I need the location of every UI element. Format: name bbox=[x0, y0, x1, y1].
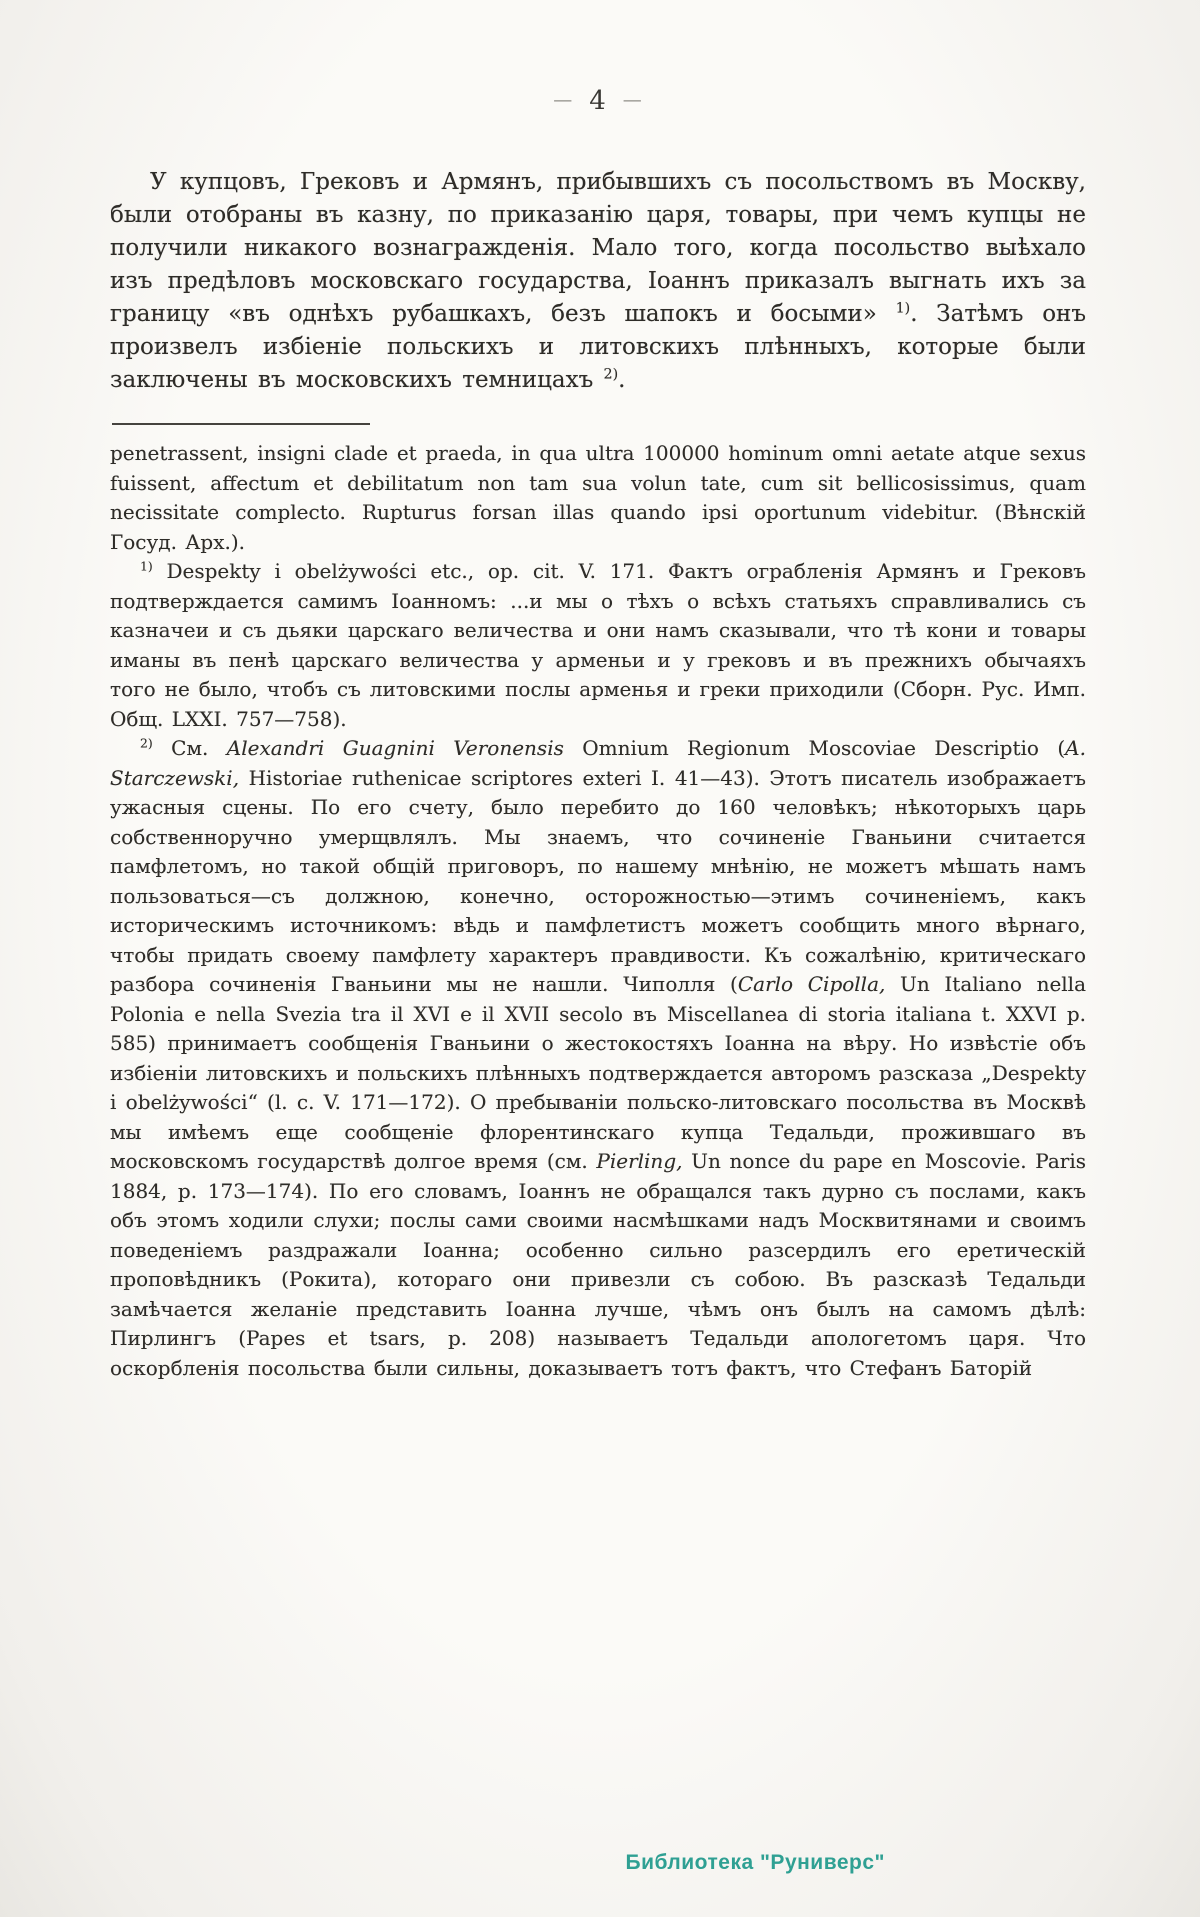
footnote-ref: 1) bbox=[140, 558, 153, 574]
library-watermark: Библиотека "Руниверс" bbox=[625, 1851, 885, 1874]
header-dash-right: — bbox=[622, 89, 643, 111]
text-segment: См. bbox=[152, 736, 227, 760]
text-segment: . Затѣмъ онъ произвелъ избіеніе польскихъ и литовскихъ плѣнныхъ, которые были заключены въ московскихъ темницахъ bbox=[110, 301, 1087, 393]
text-segment: Omnium Regionum Moscoviae Descriptio ( bbox=[563, 736, 1066, 760]
footnote-ref: 2) bbox=[140, 735, 153, 751]
footnote-separator bbox=[112, 423, 370, 425]
footnote-paragraph bbox=[110, 439, 1086, 557]
text-segment: Un Italiano nella Polonia e nella Svezia tra il XVI e il XVII secolo въ Miscellanea di storia italiana t. XXVI p. 585) принимаетъ сообщенія Гваньини о жестокостяхъ Іоанна на вѣру. Но извѣстіе объ избіеніи литовскихъ и польскихъ плѣнныхъ подтверждается авторомъ разсказа „Despekty i obelżywości“ (l. c. V. 171—172). О пребываніи польско-литовскаго посольства въ Москвѣ мы имѣемъ еще сообщеніе флорентинскаго купца Тедальди, прожившаго въ московскомъ государствѣ долгое время (см. bbox=[110, 972, 1086, 1173]
text-segment: Pierling, bbox=[596, 1149, 683, 1173]
page-header bbox=[110, 86, 1086, 116]
text-segment: У купцовъ, Грековъ и Армянъ, прибывшихъ съ посольствомъ въ Москву, были отобраны въ казну, по приказанію царя, товары, при чемъ купцы не получили никакого вознагражденія. Мало того, когда посольство выѣхало изъ предѣловъ московскаго государства, Іоаннъ приказалъ выгнать ихъ за границу «въ однѣхъ рубашкахъ, безъ шапокъ и босыми» bbox=[110, 169, 1086, 327]
text-segment: Despekty i obelżywości etc., op. cit. V. 171. Фактъ ограбленія Армянъ и Грековъ подтверждается самимъ Іоанномъ: ...и мы о тѣхъ о всѣхъ статьяхъ справливались съ казначеи и съ дьяки царскаго величества и они намъ сказывали, что тѣ кони и товары иманы въ пенѣ царскаго величества у арменьи и у грековъ и въ прежнихъ обычаяхъ того не было, чтобъ съ литовскими послы арменья и греки приходили (Сборн. Рус. Имп. Общ. LXXI. 757—758). bbox=[110, 559, 1086, 731]
footnote-ref: 2) bbox=[603, 366, 619, 383]
text-segment: Un nonce du pape en Moscovie. Paris 1884, p. 173—174). По его словамъ, Іоаннъ не обращался такъ дурно съ послами, какъ объ этомъ ходили слухи; послы сами своими насмѣшками надъ Москвитянами и своимъ поведеніемъ раздражали Іоанна; особенно сильно разсердилъ его еретическій проповѣдникъ (Рокита), котораго они привезли съ собою. Въ разсказѣ Тедальди замѣчается желаніе представить Іоанна лучше, чѣмъ онъ былъ на самомъ дѣлѣ: Пирлингъ (Papes et tsars, p. 208) называетъ Тедальди апологетомъ царя. Что оскорбленія посольства были сильны, доказываетъ тотъ фактъ, что Стефанъ Баторій bbox=[110, 1149, 1086, 1380]
footnote-paragraph bbox=[110, 557, 1086, 734]
text-segment: penetrassent, insigni clade et praeda, in qua ultra 100000 hominum omni aetate atque sexus fuissent, affectum et debilitatum non tam sua volun tate, cum sit bellicosissimus, quam necissitate complecto. Rupturus forsan illas quando ipsi oportunum videbitur. (Вѣнскій Госуд. Арх.). bbox=[110, 441, 1086, 554]
header-dash-left: — bbox=[553, 89, 574, 111]
text-segment: Carlo Cipolla, bbox=[737, 972, 886, 996]
text-segment: Historiae ruthenicae scriptores exteri I. 41—43). Этотъ писатель изображаетъ ужасныя сцены. По его счету, было перебито до 160 человѣкъ; нѣкоторыхъ царь собственноручно умерщвлялъ. Мы знаемъ, что сочиненіе Гваньини считается памфлетомъ, но такой общій приговоръ, по нашему мнѣнію, не можетъ мѣшать намъ пользоваться—съ должною, конечно, осторожностью—этимъ сочиненіемъ, какъ историческимъ источникомъ: вѣдь и памфлетистъ можетъ сообщить много вѣрнаго, чтобы придать своему памфлету характеръ правдивости. Къ сожалѣнію, критическаго разбора сочиненія Гваньини мы не нашли. Чиполля ( bbox=[110, 765, 1086, 996]
footnotes-section bbox=[110, 439, 1086, 1383]
text-segment: . bbox=[618, 367, 626, 393]
page-number: 4 bbox=[589, 86, 607, 116]
text-segment: Alexandri Guagnini Veronensis bbox=[226, 736, 564, 760]
footnote-ref: 1) bbox=[895, 300, 911, 317]
footnote-paragraph bbox=[110, 734, 1086, 1383]
text-segment: A. Starczewski, bbox=[110, 736, 1086, 790]
main-paragraph bbox=[110, 166, 1086, 397]
